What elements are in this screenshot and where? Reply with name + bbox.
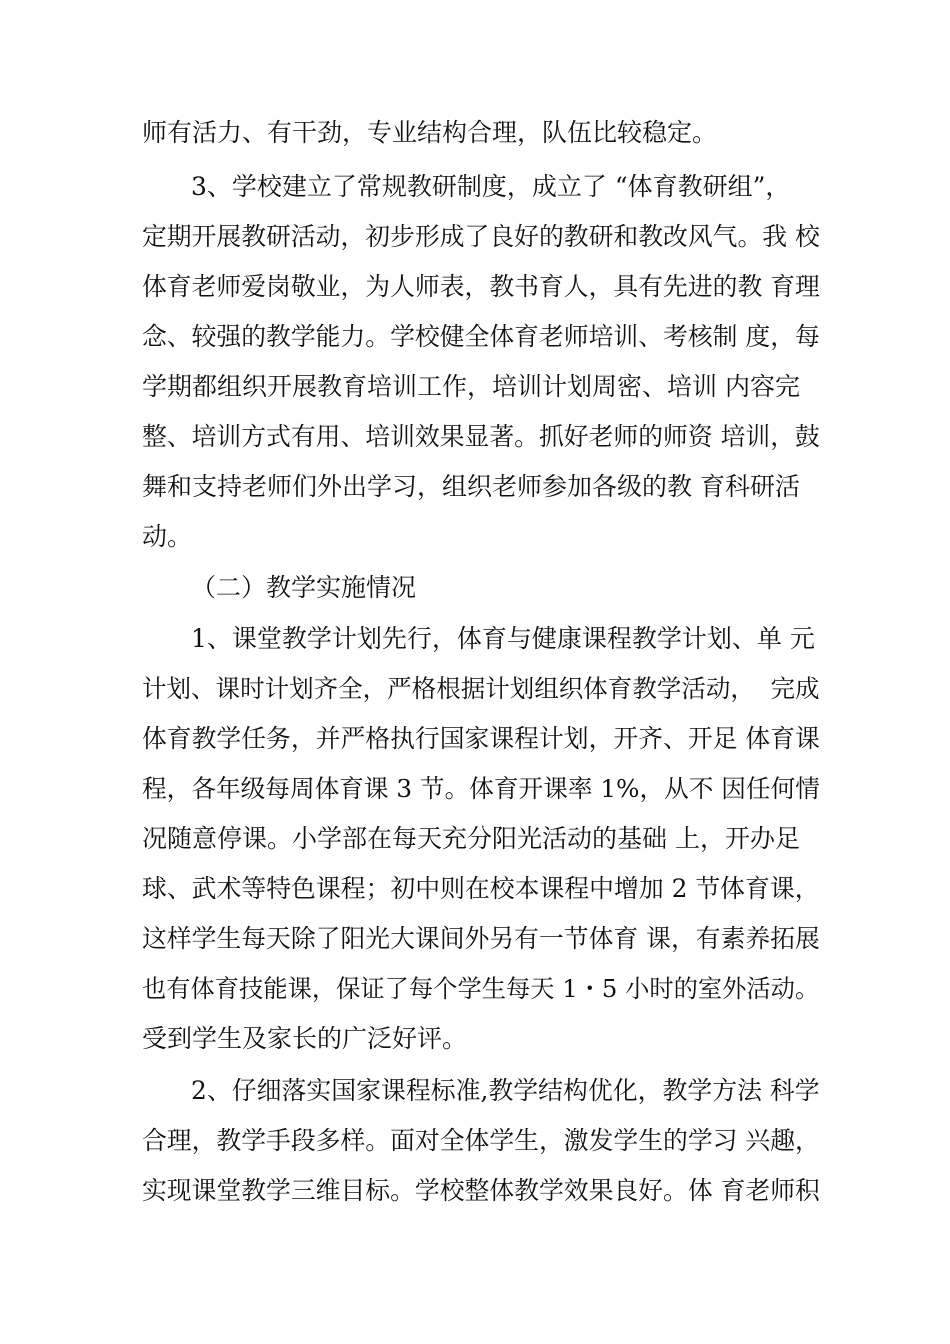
section-heading: （二）教学实施情况	[191, 573, 417, 602]
text-line-12: 计划、课时计划齐全，严格根据计划组织体育教学活动， 完成	[142, 674, 820, 703]
text-line-6: 学期都组织开展教育培训工作，培训计划周密、培训 内容完	[142, 372, 800, 401]
text-line-15: 况随意停课。小学部在每天充分阳光活动的基础 上，开办足	[142, 824, 800, 853]
text-line-8: 舞和支持老师们外出学习，组织老师参加各级的教 育科研活	[142, 472, 800, 501]
text-line-13: 体育教学任务，并严格执行国家课程计划，开齐、开足 体育课	[142, 724, 820, 753]
text-line-1: 师有活力、有干劲，专业结构合理，队伍比较稳定。	[142, 118, 718, 147]
text-line-11: 1、课堂教学计划先行，体育与健康课程教学计划、单 元	[191, 624, 815, 653]
text-line-22: 实现课堂教学三维目标。学校整体教学效果良好。体 育老师积	[142, 1176, 820, 1205]
text-line-2: 3、学校建立了常规教研制度，成立了 “体育教研组”，	[191, 172, 791, 201]
text-line-14: 程，各年级每周体育课 3 节。体育开课率 1%，从不 因任何情	[142, 774, 820, 803]
text-line-5: 念、较强的教学能力。学校健全体育老师培训、考核制 度，每	[142, 322, 820, 351]
text-line-4: 体育老师爱岗敬业，为人师表，教书育人，具有先进的教 育理	[142, 272, 820, 301]
text-line-16: 球、武术等特色课程；初中则在校本课程中增加 2 节体育课，	[142, 874, 820, 903]
text-line-3: 定期开展教研活动，初步形成了良好的教研和教改风气。我 校	[142, 222, 820, 251]
text-line-18: 也有体育技能课，保证了每个学生每天 1・5 小时的室外活动。	[142, 974, 820, 1003]
text-line-19: 受到学生及家长的广泛好评。	[142, 1024, 468, 1053]
text-line-7: 整、培训方式有用、培训效果显著。抓好老师的师资 培训，鼓	[142, 422, 820, 451]
text-line-21: 合理，教学手段多样。面对全体学生，激发学生的学习 兴趣，	[142, 1126, 820, 1155]
text-line-9: 动。	[142, 522, 193, 551]
text-line-17: 这样学生每天除了阳光大课间外另有一节体育 课，有素养拓展	[142, 924, 820, 953]
text-line-20: 2、仔细落实国家课程标准,教学结构优化，教学方法 科学	[191, 1076, 820, 1105]
